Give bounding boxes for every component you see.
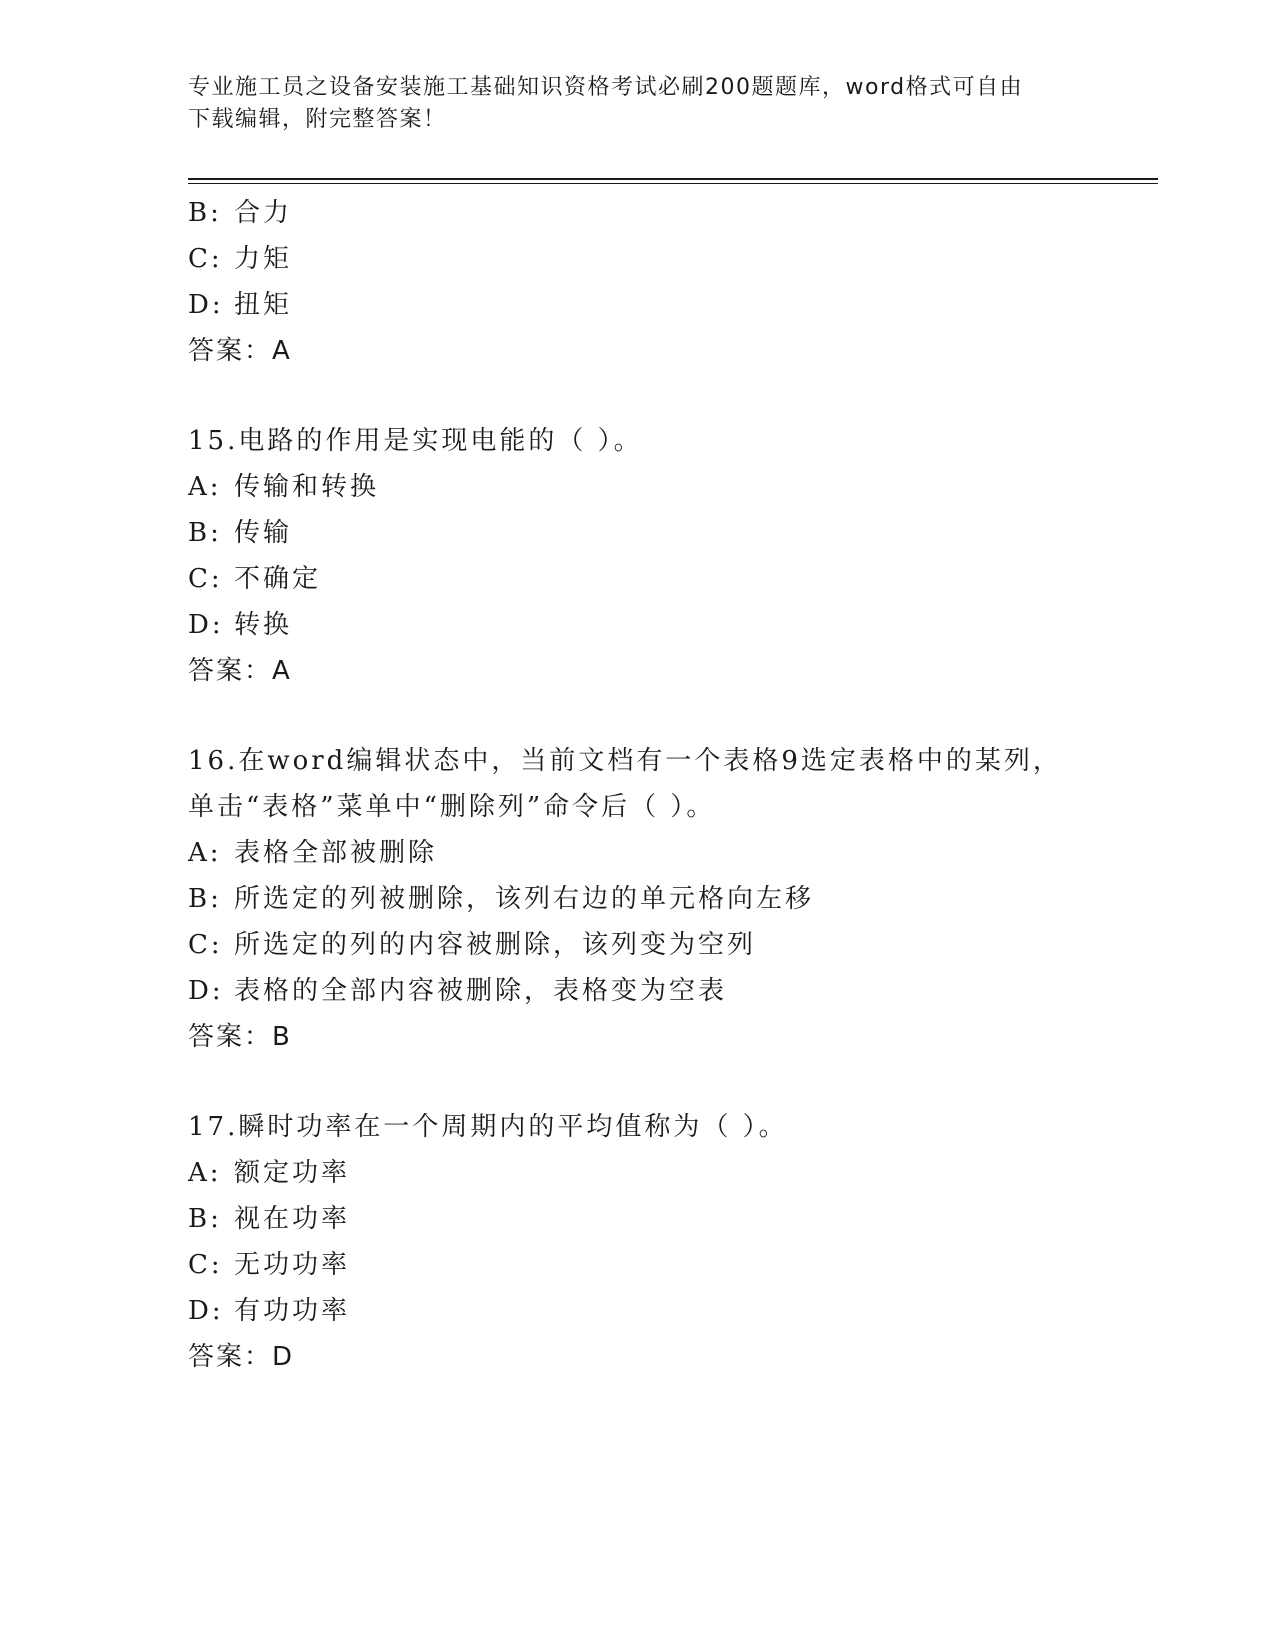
option-text: 传输和转换 [234, 472, 380, 502]
question-stem: 17.瞬时功率在一个周期内的平均值称为（ ）。 [188, 1112, 788, 1142]
question-15 [188, 418, 1148, 694]
question-content [188, 190, 1148, 1380]
option-letter: B: [188, 884, 222, 914]
option-text: 不确定 [234, 564, 322, 594]
option-c [188, 922, 1148, 968]
question-stem-line-1: 16.在word编辑状态中，当前文档有一个表格9选定表格中的某列， [188, 746, 1062, 776]
option-d [188, 282, 1148, 328]
option-text: 表格的全部内容被删除，表格变为空表 [234, 976, 728, 1006]
option-letter: D: [188, 976, 224, 1006]
question-stem: 15.电路的作用是实现电能的（ ）。 [188, 426, 643, 456]
option-letter: D: [188, 610, 224, 640]
option-text: 所选定的列被删除，该列右边的单元格向左移 [234, 884, 815, 914]
option-a [188, 1150, 1148, 1196]
option-letter: B: [188, 198, 222, 228]
option-d [188, 602, 1148, 648]
option-letter: C: [188, 244, 223, 274]
question-17 [188, 1104, 1148, 1380]
option-letter: C: [188, 1250, 223, 1280]
option-letter: A: [188, 1158, 222, 1188]
document-header [188, 72, 1088, 136]
option-c [188, 1242, 1148, 1288]
option-text: 扭矩 [234, 290, 293, 320]
option-letter: B: [188, 518, 222, 548]
option-text: 表格全部被删除 [234, 838, 438, 868]
option-letter: D: [188, 290, 224, 320]
option-letter: A: [188, 838, 222, 868]
option-c [188, 556, 1148, 602]
header-rule-thick [188, 178, 1158, 180]
option-text: 合力 [234, 198, 293, 228]
answer-line: 答案：B [188, 1022, 292, 1052]
option-text: 传输 [234, 518, 293, 548]
option-a [188, 464, 1148, 510]
option-letter: C: [188, 930, 223, 960]
answer-line: 答案：A [188, 336, 292, 366]
header-title-line-2: 下载编辑，附完整答案！ [188, 107, 447, 132]
question-16 [188, 738, 1148, 1060]
option-letter: B: [188, 1204, 222, 1234]
header-title-line-1: 专业施工员之设备安装施工基础知识资格考试必刷200题题库，word格式可自由 [188, 75, 1024, 100]
option-text: 视在功率 [234, 1204, 351, 1234]
option-d [188, 1288, 1148, 1334]
option-c [188, 236, 1148, 282]
option-d [188, 968, 1148, 1014]
option-b [188, 510, 1148, 556]
option-letter: D: [188, 1296, 224, 1326]
question-stem-line-2: 单击“表格”菜单中“删除列”命令后（ ）。 [188, 792, 716, 822]
header-rule-thin [188, 183, 1158, 184]
answer-line: 答案：D [188, 1342, 295, 1372]
option-text: 转换 [234, 610, 293, 640]
option-a [188, 830, 1148, 876]
option-letter: C: [188, 564, 223, 594]
option-b [188, 190, 1148, 236]
option-b [188, 1196, 1148, 1242]
question-14-fragment [188, 190, 1148, 374]
option-text: 额定功率 [234, 1158, 351, 1188]
option-b [188, 876, 1148, 922]
option-text: 力矩 [234, 244, 293, 274]
option-letter: A: [188, 472, 222, 502]
option-text: 所选定的列的内容被删除，该列变为空列 [234, 930, 757, 960]
option-text: 有功功率 [234, 1296, 351, 1326]
answer-line: 答案：A [188, 656, 292, 686]
option-text: 无功功率 [234, 1250, 351, 1280]
